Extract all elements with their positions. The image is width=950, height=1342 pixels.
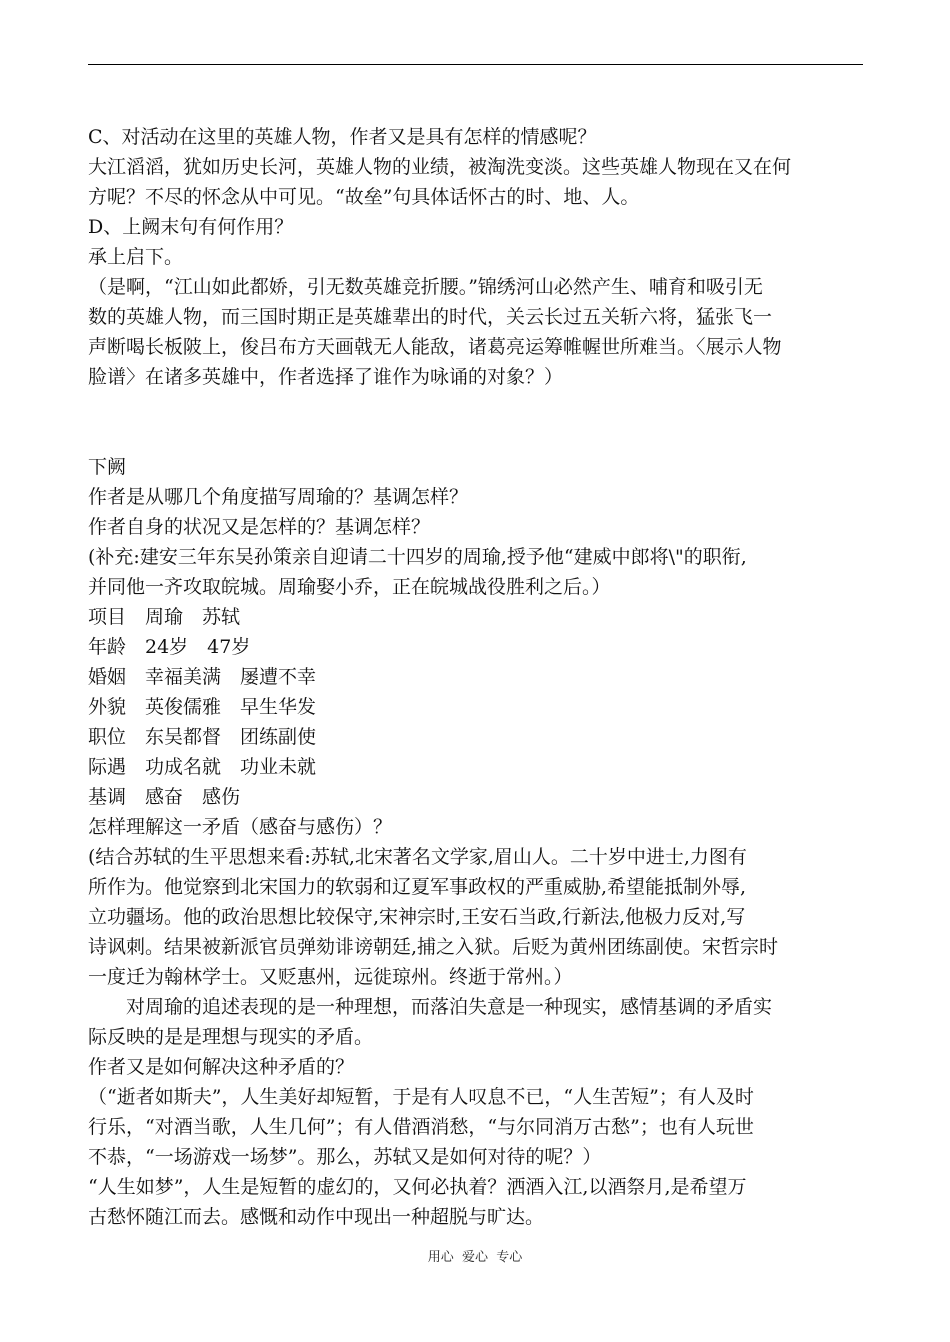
text-line: C、对活动在这里的英雄人物，作者又是具有怎样的情感呢？ xyxy=(88,126,597,148)
text-line: 所作为。他觉察到北宋国力的软弱和辽夏军事政权的严重威胁,希望能抵制外辱, xyxy=(88,876,747,898)
text-line: 行乐，“对酒当歌，人生几何”；有人借酒消愁，“与尔同消万古愁”；也有人玩世 xyxy=(88,1116,754,1138)
text-line: 一度迁为翰林学士。又贬惠州，远徙琼州。终逝于常州。） xyxy=(88,966,573,988)
comparison-row: 外貌 英俊儒雅 早生华发 xyxy=(88,696,317,718)
text-line: （“逝者如斯夫”，人生美好却短暂，于是有人叹息不已，“人生苦短”；有人及时 xyxy=(88,1086,754,1108)
text-line: (结合苏轼的生平思想来看:苏轼,北宋著名文学家,眉山人。二十岁中进士,力图有 xyxy=(88,846,747,868)
text-line: 诗讽刺。结果被新派官员弹劾诽谤朝廷,捕之入狱。后贬为黄州团练副使。宋哲宗时 xyxy=(88,936,779,958)
text-line: 立功疆场。他的政治思想比较保守,宋神宗时,王安石当政,行新法,他极力反对,写 xyxy=(88,906,746,928)
text-line: （是啊，“江山如此都娇，引无数英雄竞折腰。”锦绣河山必然产生、哺育和吸引无 xyxy=(88,276,763,298)
section-heading: 下阙 xyxy=(88,456,127,478)
text-line: 古愁怀随江而去。感慨和动作中现出一种超脱与旷达。 xyxy=(88,1206,545,1228)
comparison-row: 项目 周瑜 苏轼 xyxy=(88,606,241,628)
comparison-row: 婚姻 幸福美满 屡遭不幸 xyxy=(88,666,317,688)
text-line: 作者又是如何解决这种矛盾的？ xyxy=(88,1056,355,1078)
text-line: 对周瑜的追述表现的是一种理想，而落泊失意是一种现实，感情基调的矛盾实 xyxy=(88,996,773,1018)
page-footer: 用心 爱心 专心 xyxy=(427,1250,523,1265)
text-line: 作者自身的状况又是怎样的？基调怎样？ xyxy=(88,516,431,538)
text-line: 并同他一齐攻取皖城。周瑜娶小乔，正在皖城战役胜利之后。） xyxy=(88,576,611,598)
text-line: 不恭，“一场游戏一场梦”。那么，苏轼又是如何对待的呢？） xyxy=(88,1146,602,1168)
text-line: 作者是从哪几个角度描写周瑜的？基调怎样？ xyxy=(88,486,469,508)
comparison-row: 基调 感奋 感伤 xyxy=(88,786,241,808)
text-line: 承上启下。 xyxy=(88,246,184,268)
text-line: “人生如梦”，人生是短暂的虚幻的，又何必执着？洒酒入江,以酒祭月,是希望万 xyxy=(88,1176,747,1198)
comparison-row: 际遇 功成名就 功业未就 xyxy=(88,756,317,778)
text-line: 脸谱〉在诸多英雄中，作者选择了谁作为咏诵的对象？） xyxy=(88,366,564,388)
comparison-row: 年龄 24岁 47岁 xyxy=(88,636,251,658)
text-line: 怎样理解这一矛盾（感奋与感伤）？ xyxy=(88,816,393,838)
text-line: 际反映的是是理想与现实的矛盾。 xyxy=(88,1026,374,1048)
text-line: (补充:建安三年东吴孙策亲自迎请二十四岁的周瑜,授予他“建威中郎将\"的职衔, xyxy=(88,546,747,568)
comparison-row: 职位 东吴都督 团练副使 xyxy=(88,726,317,748)
text-line: 方呢？不尽的怀念从中可见。“故垒”句具体话怀古的时、地、人。 xyxy=(88,186,640,208)
text-line: 声断喝长板陂上，俊吕布方天画戟无人能敌，诸葛亮运筹帷幄世所难当。〈展示人物 xyxy=(88,336,782,358)
text-line: D、上阙末句有何作用？ xyxy=(88,216,294,238)
text-line: 数的英雄人物，而三国时期正是英雄辈出的时代，关云长过五关斩六将，猛张飞一 xyxy=(88,306,773,328)
text-line: 大江滔滔，犹如历史长河，英雄人物的业绩，被淘洗变淡。这些英雄人物现在又在何 xyxy=(88,156,792,178)
header-rule xyxy=(88,64,863,65)
